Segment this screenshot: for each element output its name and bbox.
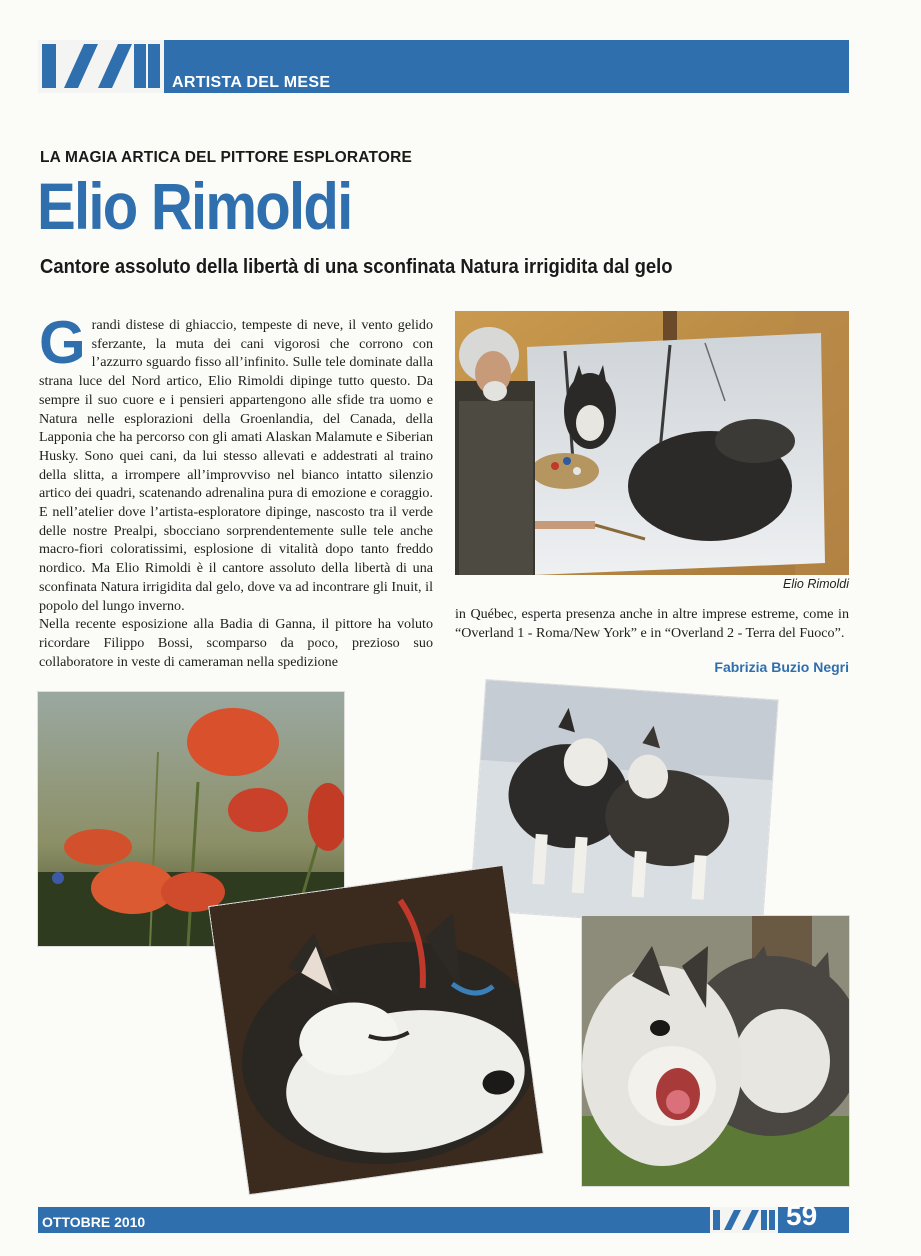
artist-photo: [455, 311, 849, 575]
article-title: Elio Rimoldi: [37, 169, 352, 243]
paragraph-2-continued: in Québec, esperta presenza anche in altre imprese estreme, come in “Overland 1 - Roma/New York” e in “Overland 2 - Terra del Fuoco”.: [455, 606, 849, 641]
paragraph-2: Nella recente esposizione alla Badia di Ganna, il pittore ha voluto ricordare Filippo Bossi, scomparso da poco, prezioso suo collaboratore in veste di cameraman nella spedizione: [39, 616, 433, 670]
article-kicker: LA MAGIA ARTICA DEL PITTORE ESPLORATORE: [40, 149, 413, 166]
page-number: 59: [786, 1200, 818, 1231]
drop-cap: G: [39, 309, 86, 376]
painting-two-malamutes: [470, 680, 777, 930]
photo-caption: Elio Rimoldi: [783, 577, 849, 591]
footer-magazine-logo: [710, 1207, 778, 1233]
magazine-logo: [38, 40, 164, 93]
article-subtitle: Cantore assoluto della libertà di una sconfinata Natura irrigidita dal gelo: [40, 255, 673, 278]
article-body-right: [455, 605, 849, 642]
painting-snarling-dogs: [582, 916, 849, 1186]
paragraph-1-text: randi distese di ghiaccio, tempeste di neve, il vento gelido sferzante, la muta dei cani vigorosi che corrono con l’azzurro sguardo fisso all’infinito. Sulle tele dominate dalla strana luce del Nord artico, Elio Rimoldi dipinge tutto questo. Da sempre il suo cuore e i pensieri appartengono alle sfide tra uomo e Natura nelle esplorazioni della Groenlandia, del Canada, della Lapponia che ha percorso con gli amati Alaskan Malamute e Siberian Husky. Sono quei cani, da lui stesso allevati e addestrati al traino della slitta, a irrompere all’improvviso nel bianco intatto silenzio artico dei quadri, scatenando adrenalina pura di emozione e coraggio. E nell’atelier dove l’artista-esploratore dipinge, nascosto tra il verde delle nostre Prealpi, sbocciano sorprendentemente sulle tele anche macro-fiori coloratissimi, esplosione di vitalità dopo tanto freddo nordico. Ma Elio Rimoldi è il cantore assoluto della libertà di una sconfinata Natura irrigidita dal gelo, dove va ad incontrare gli Inuit, il popolo del lungo inverno.: [39, 317, 433, 614]
paragraph-1: [39, 309, 433, 615]
issue-date: OTTOBRE 2010: [42, 1214, 146, 1230]
article-body-left: [39, 309, 433, 671]
article-author: Fabrizia Buzio Negri: [714, 659, 849, 675]
painting-sleeping-husky: [209, 866, 542, 1194]
section-label: ARTISTA DEL MESE: [172, 74, 331, 91]
